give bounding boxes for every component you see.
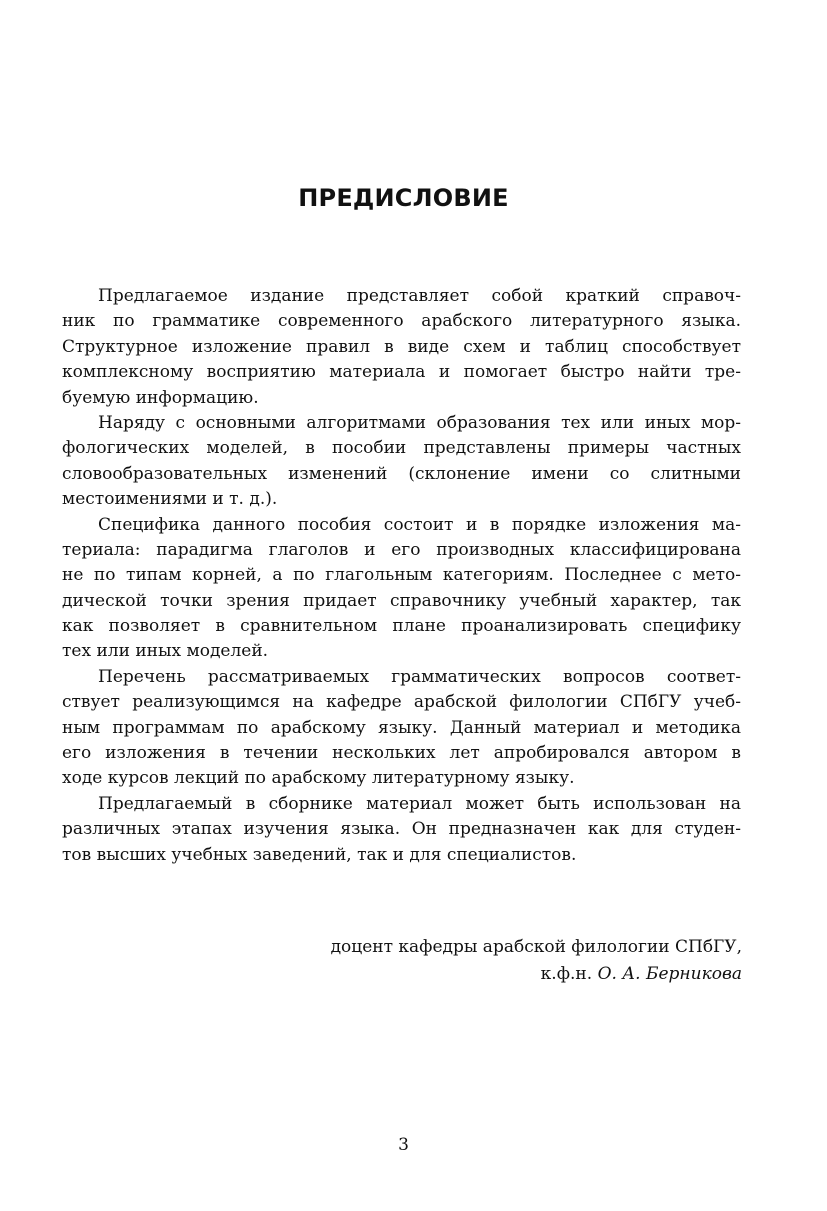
paragraph	[62, 792, 741, 868]
text-line: Перечень рассматриваемых грамматических вопросов соответ-	[98, 666, 741, 687]
text-line: териала: парадигма глаголов и его производных классифицирована	[62, 539, 741, 560]
text-line: различных этапах изучения языка. Он предназначен как для студен-	[62, 819, 741, 840]
signature-position: доцент кафедры арабской филологии СПбГУ,	[330, 937, 742, 957]
text-line: его изложения в течении нескольких лет апробировался автором в	[62, 743, 741, 764]
text-line: Предлагаемое издание представляет собой краткий справоч-	[98, 286, 741, 306]
signature-name: О. А. Берникова	[597, 964, 742, 984]
text-line: как позволяет в сравнительном плане проанализировать специфику	[62, 616, 741, 637]
paragraph	[62, 284, 741, 411]
text-line: ствует реализующимся на кафедре арабской филологии СПбГУ учеб-	[62, 692, 741, 713]
signature-degree: к.ф.н.	[540, 964, 593, 984]
signature-author	[331, 961, 742, 988]
text-line: словообразовательных изменений (склонение имени со слитными	[62, 463, 741, 484]
page-title: ПРЕДИСЛОВИЕ	[298, 184, 509, 212]
text-line: фологических моделей, в пособии представлены примеры частных	[62, 438, 741, 459]
text-line: Наряду с основными алгоритмами образования тех или иных мор-	[98, 412, 741, 433]
paragraph	[62, 411, 741, 513]
text-line: местоимениями и т. д.).	[62, 489, 278, 510]
text-line: ходе курсов лекций по арабскому литературному языку.	[62, 768, 575, 789]
text-line: тов высших учебных заведений, так и для специалистов.	[62, 844, 577, 865]
text-line: Специфика данного пособия состоит и в порядке изложения ма-	[98, 514, 741, 535]
text-line: ник по грамматике современного арабского литературного языка.	[62, 311, 741, 332]
text-line: дической точки зрения придает справочнику учебный характер, так	[62, 590, 741, 611]
text-line: буемую информацию.	[62, 387, 259, 408]
text-line: комплексному восприятию материала и помогает быстро найти тре-	[62, 362, 741, 383]
signature	[331, 934, 742, 988]
text-line: Предлагаемый в сборнике материал может быть использован на	[98, 793, 741, 814]
text-line: тех или иных моделей.	[62, 641, 269, 662]
text-line: ным программам по арабскому языку. Данный материал и методика	[62, 717, 741, 738]
page-number: 3	[398, 1135, 409, 1155]
paragraph	[62, 665, 741, 792]
text-line: не по типам корней, а по глагольным категориям. Последнее с мето-	[62, 565, 741, 586]
body-text	[62, 284, 741, 868]
text-line: Структурное изложение правил в виде схем и таблиц способствует	[62, 336, 741, 357]
paragraph	[62, 513, 741, 665]
